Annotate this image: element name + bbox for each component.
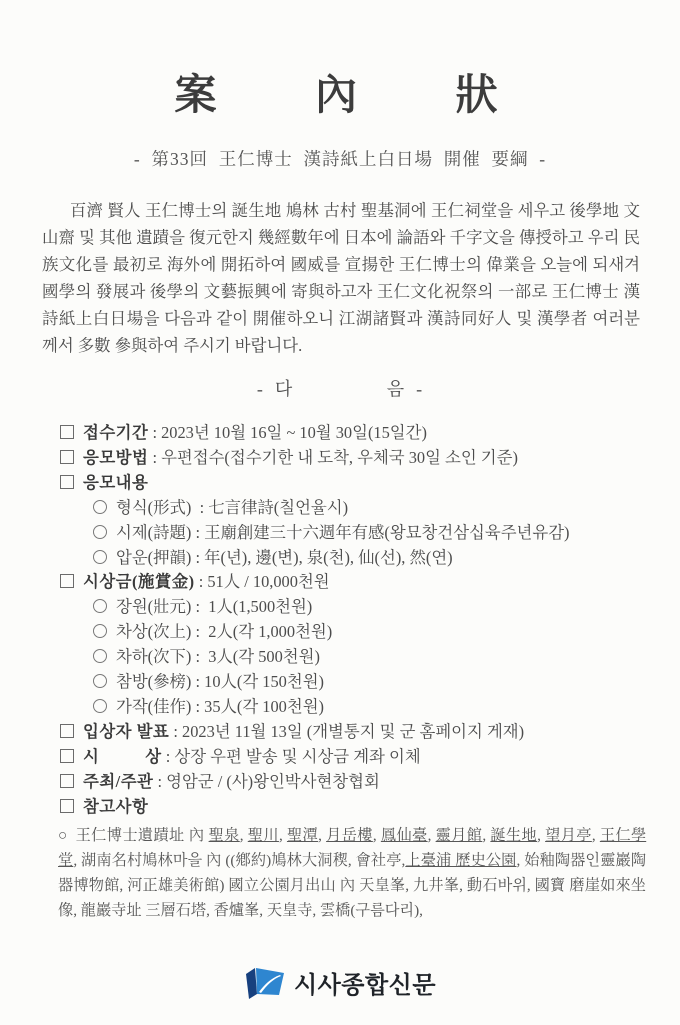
- item-label: 주최/주관: [83, 771, 154, 791]
- reference-text-segment: ,: [239, 826, 248, 844]
- item-value: 王廟創建三十六週年有感(왕묘창건삼십육주년유감): [204, 522, 570, 542]
- item-label: 차하(次下): [116, 647, 192, 667]
- circle-bullet-icon: [93, 525, 107, 539]
- item-sep: :: [194, 572, 208, 592]
- underlined-place-name: 聖川: [247, 826, 279, 844]
- reference-text: [58, 827, 646, 920]
- item-value: 年(년), 邊(변), 泉(천), 仙(선), 然(연): [204, 547, 453, 567]
- underlined-place-name: 上臺浦 歷史公園: [405, 851, 517, 869]
- item-label: 장원(壯元): [116, 597, 192, 617]
- list-item: [60, 570, 650, 595]
- list-item: [60, 471, 650, 496]
- item-label: 시 상: [83, 746, 162, 766]
- checkbox-icon: [60, 724, 74, 738]
- intro-paragraph: 百濟 賢人 王仁博士의 誕生地 鳩林 古村 聖基洞에 王仁祠堂을 세우고 後學地 文山齋 및 其他 遺蹟을 復元한지 幾經數年에 日本에 論語와 千字文을 傳授하고 우리 民族文化를 最初로 海外에 開拓하여 國威를 宣揚한 王仁博士의 偉業을 오늘에 되새겨 國學의 發展과 後學의 文藝振興에 寄與하고자 王仁文化祝祭의 一部로 王仁博士 漢詩紙上白日場을 다음과 같이 開催하오니 江湖諸賢과 漢詩同好人 및 漢學者 여러분께서 多數 參與하여 주시기 바랍니다.: [42, 201, 640, 355]
- circle-bullet-icon: [93, 699, 107, 713]
- item-sep: :: [191, 497, 209, 517]
- item-sep: :: [161, 746, 175, 766]
- checkbox-icon: [60, 799, 74, 813]
- reference-text-segment: ,: [482, 826, 491, 844]
- item-label: 응모방법: [83, 447, 149, 467]
- newspaper-logo: [0, 965, 680, 1000]
- item-label: 입상자 발표: [83, 721, 170, 741]
- list-subitem: [60, 645, 650, 670]
- document-title: 案 內 狀: [174, 73, 506, 119]
- item-sep: :: [191, 522, 205, 542]
- reference-text-segment: ,: [591, 826, 600, 844]
- reference-paragraph: [58, 823, 646, 924]
- item-label: 압운(押韻): [116, 547, 192, 567]
- list-subitem: [60, 595, 650, 620]
- item-label: 시상금(施賞金): [83, 572, 195, 592]
- item-label: 시제(詩題): [116, 522, 192, 542]
- item-value: 2人(각 1,000천원): [204, 622, 333, 642]
- daum-divider: - 다 음 -: [256, 379, 424, 399]
- checkbox-icon: [60, 774, 74, 788]
- item-value: 3人(각 500천원): [204, 647, 320, 667]
- item-value: 2023년 10월 16일 ~ 10월 30일(15일간): [161, 423, 427, 442]
- item-sep: :: [191, 597, 205, 617]
- checkbox-icon: [60, 475, 74, 489]
- item-value: 영암군 / (사)왕인박사현창협회: [166, 771, 380, 791]
- list-item: [60, 446, 650, 471]
- detail-list: [60, 421, 650, 820]
- item-value: 七言律詩(칠언율시): [208, 497, 349, 517]
- reference-text-segment: 王仁博士遺蹟址 內: [75, 826, 209, 844]
- list-item: [60, 745, 650, 770]
- item-value: 2023년 11월 13일 (개별통지 및 군 홈페이지 게재): [182, 721, 525, 741]
- list-subitem: [60, 620, 650, 645]
- list-item: [60, 795, 650, 820]
- circle-bullet-icon: [93, 599, 107, 613]
- list-item: [60, 770, 650, 795]
- reference-text-segment: ,: [318, 826, 327, 844]
- item-value: 10人(각 150천원): [204, 672, 325, 692]
- underlined-place-name: 誕生地: [490, 826, 538, 844]
- item-label: 응모내용: [83, 472, 149, 492]
- checkbox-icon: [60, 574, 74, 588]
- item-sep: :: [191, 647, 205, 667]
- underlined-place-name: 月岳樓: [326, 826, 373, 844]
- item-label: 가작(佳作): [116, 696, 192, 716]
- newspaper-name: 시사종합신문: [293, 972, 437, 999]
- item-sep: :: [191, 696, 205, 716]
- reference-text-segment: ,: [537, 826, 546, 844]
- item-value: 1人(1,500천원): [204, 597, 313, 617]
- circle-bullet-icon: [93, 500, 107, 514]
- list-subitem: [60, 546, 650, 571]
- underlined-place-name: 聖泉: [208, 826, 240, 844]
- circle-bullet-icon: ○: [58, 826, 68, 844]
- reference-text-segment: ,: [278, 826, 287, 844]
- reference-text-segment: , 湖南名村鳩林마을 內 ((鄕約)鳩林大洞稧, 會社亭,: [73, 851, 406, 869]
- underlined-place-name: 鳳仙臺: [380, 826, 428, 844]
- underlined-place-name: 靈月館: [435, 826, 483, 844]
- circle-bullet-icon: [93, 550, 107, 564]
- underlined-place-name: 望月亭: [545, 826, 592, 844]
- reference-text-segment: , 始釉陶器인靈巖陶器博物館, 河正雄美術館) 國立公園月出山 內 天皇峯, 九井峯, 動石바위, 國寶 磨崖如來坐像, 龍巖寺址 三層石塔, 香爐峯, 天皇寺, 雲橋(구름다리),: [58, 851, 647, 920]
- item-value: 우편접수(접수기한 내 도착, 우체국 30일 소인 기준): [161, 447, 518, 467]
- reference-text-segment: ,: [372, 826, 381, 844]
- item-label: 참고사항: [83, 796, 149, 816]
- checkbox-icon: [60, 425, 74, 439]
- underlined-place-name: 王仁學堂: [58, 826, 647, 869]
- item-sep: :: [191, 547, 205, 567]
- checkbox-icon: [60, 450, 74, 464]
- item-sep: :: [153, 771, 167, 791]
- list-item: [60, 421, 650, 446]
- item-label: 참방(參榜): [116, 672, 192, 692]
- item-value: 51人 / 10,000천원: [207, 572, 330, 592]
- list-subitem: [60, 695, 650, 720]
- item-sep: :: [148, 423, 162, 442]
- list-subitem: [60, 496, 650, 521]
- item-value: 상장 우편 발송 및 시상금 계좌 이체: [174, 746, 421, 766]
- circle-bullet-icon: [93, 674, 107, 688]
- list-item: [60, 720, 650, 745]
- checkbox-icon: [60, 749, 74, 763]
- book-quill-logo-icon: [244, 966, 286, 1000]
- list-subitem: [60, 521, 650, 546]
- scanned-announcement-page: [0, 62, 680, 1025]
- item-sep: :: [191, 672, 205, 692]
- list-subitem: [60, 670, 650, 695]
- circle-bullet-icon: [93, 649, 107, 663]
- underlined-place-name: 聖潭: [286, 826, 319, 844]
- reference-text-segment: ,: [427, 826, 436, 844]
- item-sep: :: [148, 447, 162, 467]
- item-label: 차상(次上): [116, 622, 192, 642]
- item-sep: :: [169, 721, 183, 741]
- item-sep: :: [191, 622, 205, 642]
- document-subtitle: - 第33回 王仁博士 漢詩紙上白日場 開催 要綱 -: [133, 149, 547, 169]
- item-label: 형식(形式): [116, 497, 192, 517]
- item-value: 35人(각 100천원): [204, 696, 325, 716]
- item-label: 접수기간: [83, 423, 149, 442]
- circle-bullet-icon: [93, 624, 107, 638]
